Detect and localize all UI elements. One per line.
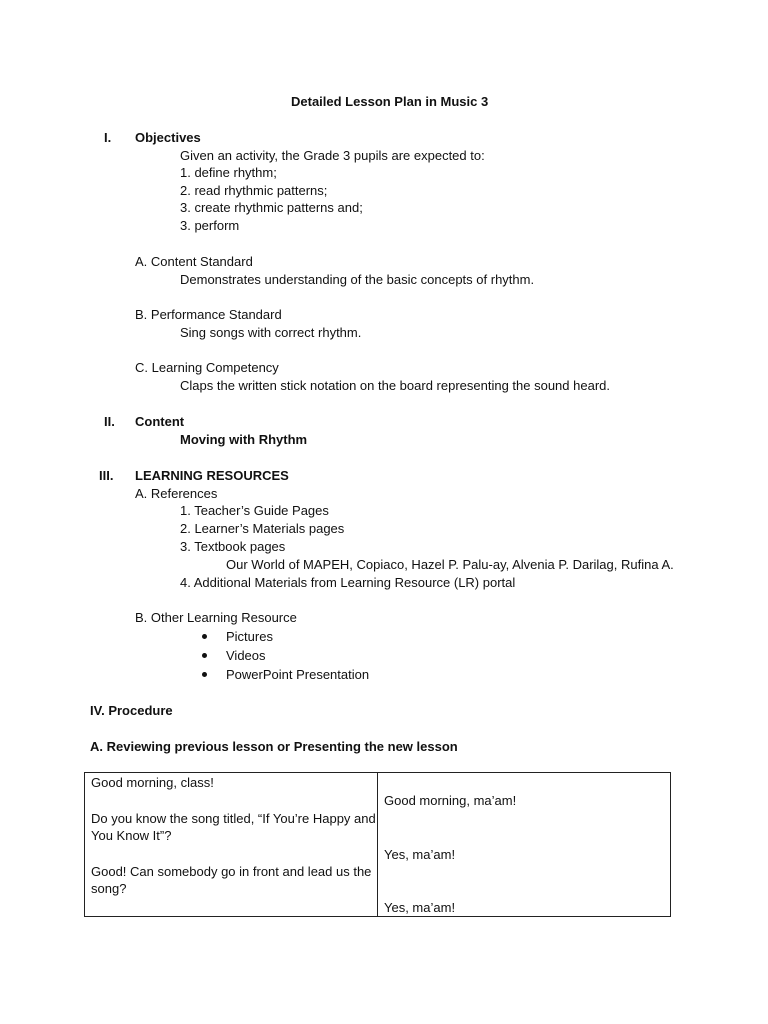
document-title: Detailed Lesson Plan in Music 3	[291, 94, 489, 109]
additional-materials: 4. Additional Materials from Learning Resource (LR) portal	[180, 575, 516, 590]
dialogue-table	[84, 772, 671, 917]
content-standard-text: Demonstrates understanding of the basic concepts of rhythm.	[180, 272, 535, 287]
other-resource-item: Videos	[226, 648, 266, 663]
reference-item: 1. Teacher’s Guide Pages	[180, 503, 329, 518]
performance-standard-text: Sing songs with correct rhythm.	[180, 325, 362, 340]
references-label: A. References	[135, 486, 218, 501]
objective-item: 2. read rhythmic patterns;	[180, 183, 328, 198]
teacher-line: You Know It”?	[91, 828, 172, 843]
reference-item: 3. Textbook pages	[180, 539, 286, 554]
textbook-citation: Our World of MAPEH, Copiaco, Hazel P. Palu-ay, Alvenia P. Darilag, Rufina A.	[226, 557, 674, 572]
resources-heading: LEARNING RESOURCES	[135, 468, 289, 483]
pupil-line: Yes, ma’am!	[384, 900, 456, 915]
learning-competency-label: C. Learning Competency	[135, 360, 279, 375]
content-topic: Moving with Rhythm	[180, 432, 308, 447]
objectives-intro: Given an activity, the Grade 3 pupils are expected to:	[180, 148, 485, 163]
teacher-column	[85, 773, 378, 917]
reference-item: 2. Learner’s Materials pages	[180, 521, 345, 536]
other-resource-item: PowerPoint Presentation	[226, 667, 370, 682]
pupil-line: Yes, ma’am!	[384, 847, 456, 862]
bullet-icon	[202, 634, 207, 639]
content-heading: Content	[135, 414, 185, 429]
teacher-line: Good! Can somebody go in front and lead us the	[91, 864, 372, 879]
pupil-line: Good morning, ma’am!	[384, 793, 517, 808]
teacher-line: song?	[91, 881, 127, 896]
learning-competency-text: Claps the written stick notation on the board representing the sound heard.	[180, 378, 610, 393]
bullet-icon	[202, 653, 207, 658]
objective-item: 1. define rhythm;	[180, 165, 277, 180]
objective-item: 3. create rhythmic patterns and;	[180, 200, 363, 215]
pupils-column	[378, 773, 671, 917]
performance-standard-label: B. Performance Standard	[135, 307, 282, 322]
other-resources-label: B. Other Learning Resource	[135, 610, 297, 625]
section-numeral-1: I.	[104, 130, 112, 145]
teacher-line: Good morning, class!	[91, 775, 214, 790]
other-resource-item: Pictures	[226, 629, 273, 644]
section-numeral-3: III.	[99, 468, 114, 483]
content-standard-label: A. Content Standard	[135, 254, 253, 269]
teacher-line: Do you know the song titled, “If You’re Happy and	[91, 811, 376, 826]
section-numeral-2: II.	[104, 414, 115, 429]
procedure-subheading: A. Reviewing previous lesson or Presenting the new lesson	[90, 739, 458, 754]
objectives-heading: Objectives	[135, 130, 201, 145]
procedure-heading: IV. Procedure	[90, 703, 173, 718]
objective-item: 3. perform	[180, 218, 240, 233]
bullet-icon	[202, 672, 207, 677]
